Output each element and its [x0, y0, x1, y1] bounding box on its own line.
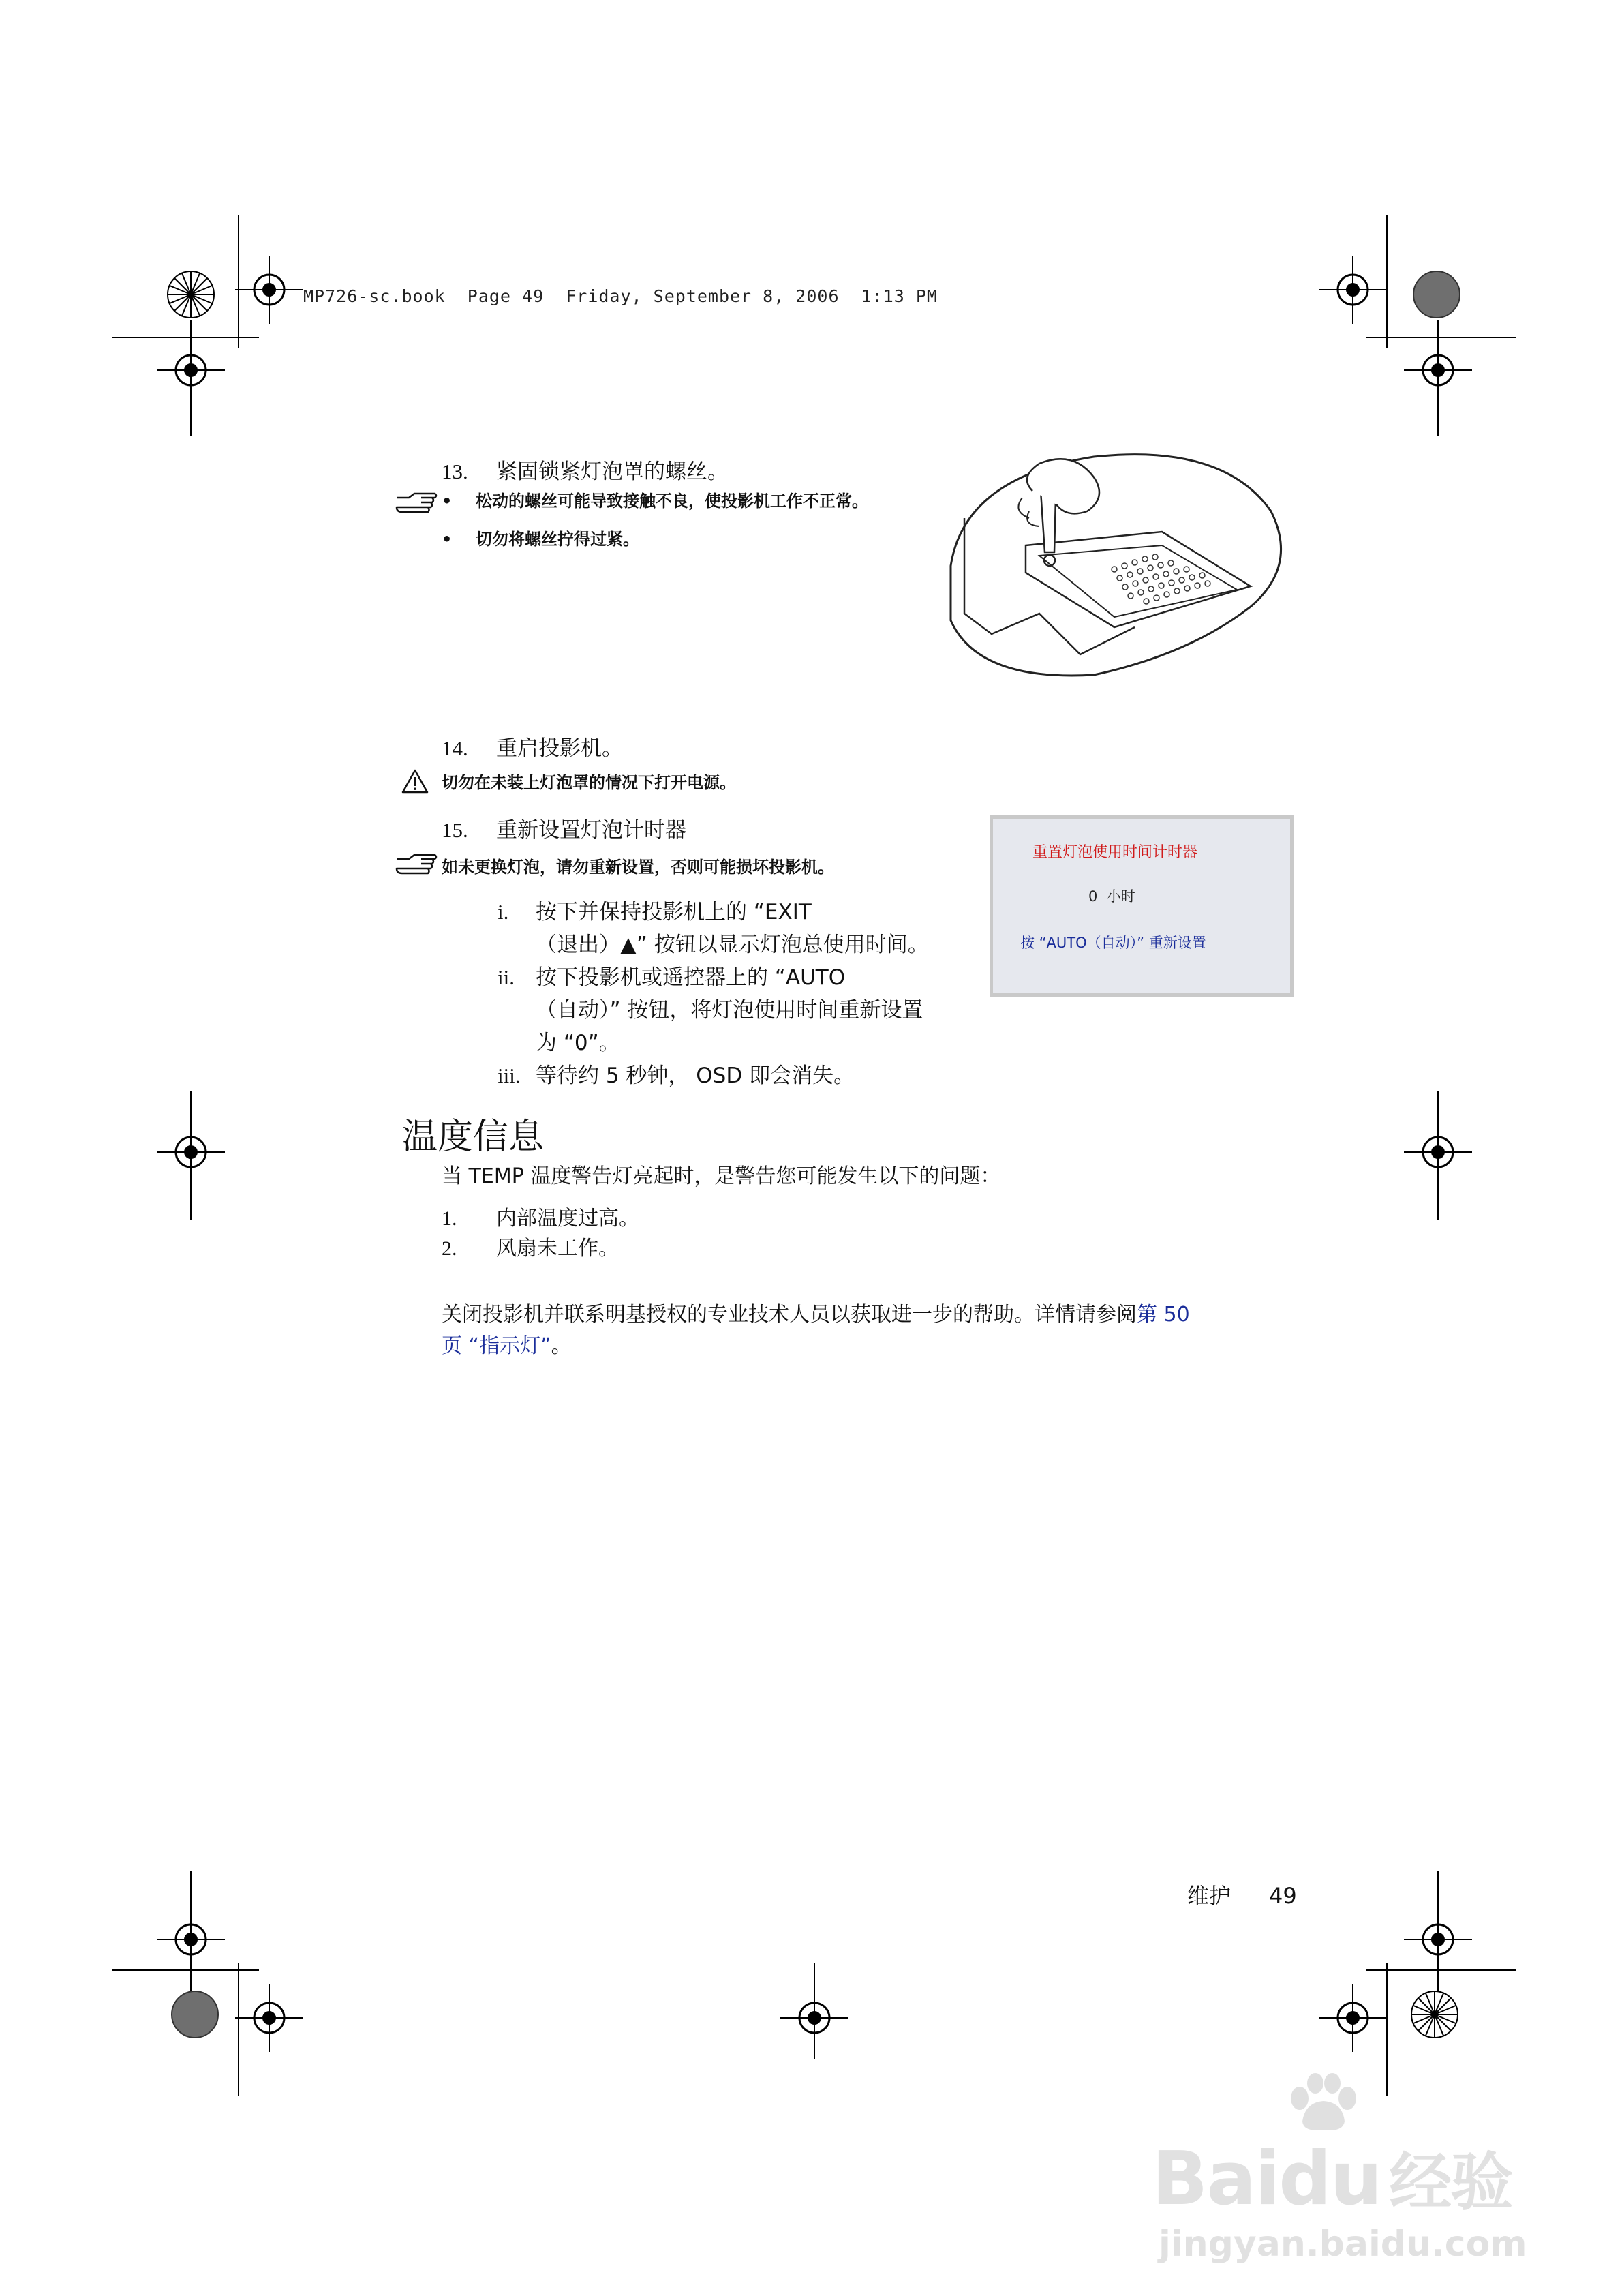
substep-item: ii. 按下投影机或遥控器上的 “AUTO （自动）” 按钮，将灯泡使用时间重新设置 为 “0”。: [498, 965, 923, 1055]
section-intro: 当 TEMP 温度警告灯亮起时，是警告您可能发生以下的问题：: [442, 1164, 1001, 1188]
watermark-cn: 经验: [1389, 2146, 1512, 2219]
footer-section: 维护: [1187, 1883, 1231, 1909]
problem-list: [442, 1204, 639, 1264]
section-heading: 温度信息: [402, 1117, 545, 1158]
page-footer: [1187, 1879, 1297, 1910]
substep-list: [498, 896, 975, 1092]
step-14: 14. 重启投影机。: [442, 736, 623, 761]
watermark-brand: Bai: [1152, 2136, 1279, 2222]
substep-item: i. 按下并保持投影机上的 “EXIT （退出）▲” 按钮以显示灯泡总使用时间。: [498, 900, 929, 957]
step-13: [442, 454, 729, 485]
step-15: 15. 重新设置灯泡计时器: [442, 818, 686, 843]
book-header: MP726-sc.book Page 49 Friday, September 8, 2006 1:13 PM: [303, 286, 938, 306]
list-item: 2. 风扇未工作。: [442, 1237, 619, 1260]
note-item: • 切勿将螺丝拧得过紧。: [442, 530, 639, 549]
watermark-brand-suffix: du: [1279, 2136, 1381, 2222]
note-item: • 松动的螺丝可能导致接触不良，使投影机工作不正常。: [442, 492, 868, 511]
page-number: 49: [1269, 1883, 1297, 1909]
list-item: 1. 内部温度过高。: [442, 1207, 639, 1230]
warning-triangle-icon: [401, 768, 429, 794]
indicator-page-link[interactable]: 第 50: [1137, 1303, 1190, 1327]
pointing-hand-icon: [394, 852, 442, 877]
osd-title: 重置灯泡使用时间计时器: [1032, 844, 1198, 861]
pointing-hand-icon: [394, 491, 442, 515]
lamp-cover-screw-illustration: [937, 450, 1298, 682]
note-text: 如未更换灯泡，请勿重新设置，否则可能损坏投影机。: [442, 858, 834, 877]
paw-logo-icon: [1285, 2072, 1360, 2134]
osd-reset-hint: 按 “AUTO（自动）” 重新设置: [1020, 935, 1206, 951]
baidu-watermark: [1152, 2072, 1533, 2270]
osd-hours-value: 0 小时: [1088, 888, 1135, 905]
indicator-page-link[interactable]: 页 “指示灯”: [442, 1334, 551, 1358]
substep-item: iii. 等待约 5 秒钟， OSD 即会消失。: [498, 1063, 855, 1088]
note-list: [442, 489, 905, 551]
step-text: 紧固锁紧灯泡罩的螺丝。: [496, 459, 729, 484]
watermark-url: jingyan.baidu.com: [1159, 2224, 1527, 2265]
warning-text: 切勿在未装上灯泡罩的情况下打开电源。: [442, 773, 736, 792]
step-number: 13.: [442, 459, 468, 483]
osd-lamp-reset-panel: [990, 815, 1294, 997]
closing-paragraph: 关闭投影机并联系明基授权的专业技术人员以获取进一步的帮助。详情请参阅第 50 页 “指示灯”。: [442, 1303, 1190, 1358]
